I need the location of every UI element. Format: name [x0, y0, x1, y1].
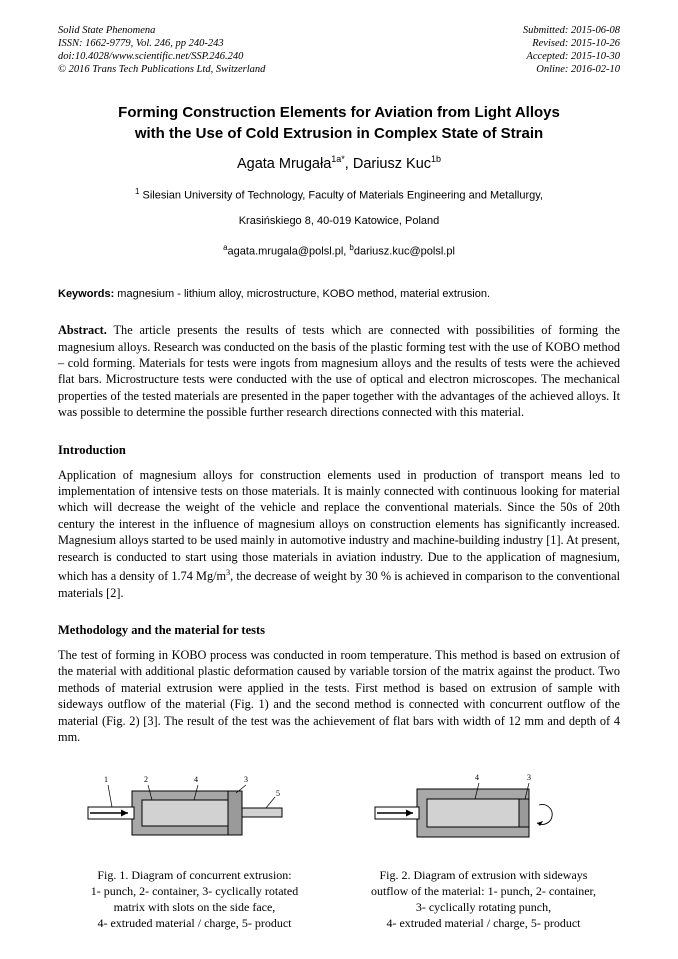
figure-1-label-1: 1 [103, 775, 108, 785]
page-title [58, 102, 620, 144]
figures-row [58, 767, 620, 931]
figure-2-caption-line-1: Fig. 2. Diagram of extrusion with sideways [379, 868, 588, 883]
publication-dates [523, 24, 620, 76]
figure-2-image [347, 767, 620, 859]
date-accepted: Accepted: 2015-10-30 [526, 51, 620, 62]
section-body-introduction [58, 467, 620, 601]
figure-1-caption [58, 867, 331, 931]
figure-2-caption-line-4: 4- extruded material / charge, 5- product [386, 916, 581, 931]
figure-1-caption-line-2: 1- punch, 2- container, 3- cyclically rotated [90, 884, 299, 899]
figure-1-label-5: 5 [275, 789, 280, 799]
intro-superscript: 3 [226, 568, 231, 578]
author-2-sup: 1b [431, 154, 442, 164]
email-b-sup: b [349, 243, 354, 253]
affiliation-emails [58, 240, 620, 260]
figure-1-image [58, 767, 331, 859]
concurrent-extrusion-diagram [70, 767, 320, 859]
date-submitted: Submitted: 2015-06-08 [522, 25, 620, 36]
figure-2-caption-line-2: outflow of the material: 1- punch, 2- container, [370, 884, 597, 899]
keywords-block [58, 288, 620, 300]
figure-2 [347, 767, 620, 931]
author-list [58, 154, 620, 172]
journal-issn: ISSN: 1662-9779, Vol. 246, pp 240-243 [58, 38, 224, 49]
email-a-sup: a [223, 243, 228, 253]
author-2-name: Dariusz Kuc [352, 155, 432, 172]
affiliation-institution: Silesian University of Technology, Faculty of Materials Engineering and Metallurgy, [142, 189, 543, 202]
figure-1-caption-line-4: 4- extruded material / charge, 5- product [97, 916, 292, 931]
affiliation-sup: 1 [135, 186, 140, 196]
title-line-2: with the Use of Cold Extrusion in Complex State of Strain [134, 125, 544, 142]
date-revised: Revised: 2015-10-26 [532, 38, 620, 49]
section-heading-introduction: Introduction [58, 442, 126, 457]
email-2[interactable]: dariusz.kuc@polsl.pl [353, 246, 455, 259]
figure-2-caption [347, 867, 620, 931]
figure-2-caption-line-3: 3- cyclically rotating punch, [415, 900, 552, 915]
figure-1 [58, 767, 331, 931]
keywords-text: magnesium - lithium alloy, microstructure, KOBO method, material extrusion. [114, 288, 491, 301]
abstract-label: Abstract. [58, 323, 107, 338]
author-separator: , [344, 155, 353, 172]
author-1-sup: 1a* [331, 154, 345, 164]
figure-1-label-4: 4 [193, 775, 198, 785]
figure-1-caption-line-3: matrix with slots on the side face, [113, 900, 276, 915]
affiliation-block [58, 184, 620, 260]
journal-doi: doi:10.4028/www.scientific.net/SSP.246.240 [58, 51, 244, 62]
date-online: Online: 2016-02-10 [536, 64, 620, 75]
figure-2-label-4: 4 [474, 773, 479, 783]
intro-part-2: , the decrease of weight by 30 % is achieved in comparison to the conventional materials [2]. [58, 569, 620, 600]
keywords-label: Keywords: [58, 288, 115, 301]
method-part-1: The test of forming in KOBO process was conducted in room temperature. This method is based on extrusion of the material with additional plastic deformation caused by variable torsion of the matrix against the product. Two methods of material extrusion were applied in the tests. First method is based on extrusion of sample with sideways outflow of the material (Fig. 1) and the second method is connected with concurrent outflow of the material (Fig. 2) [3]. The result of the test was the achievement of flat bars with width of 12 mm and depth of 4 mm. [58, 647, 620, 744]
abstract-block [58, 322, 620, 420]
abstract-text: The article presents the results of tests which are connected with possibilities of forming the magnesium alloys. Research was conducted on the basis of the plastic forming test with the use of KOBO method – cold forming. Materials for tests were ingots from magnesium alloys and the results of tests were the achieved flat bars. Microstructure tests were conducted with the use of optical and electron microscopes. The mechanical properties of the tested materials are presented in the paper together with the advantages of the achieved alloys. It was possible to determine the possible further research directions connected with this material. [58, 323, 620, 420]
figure-1-label-2: 2 [143, 775, 148, 785]
journal-copyright: © 2016 Trans Tech Publications Ltd, Switzerland [58, 64, 266, 75]
author-1-name: Agata Mrugała [236, 155, 332, 172]
affiliation-line-2: Krasińskiego 8, 40-019 Katowice, Poland [238, 215, 440, 228]
affiliation-line-1 [58, 184, 620, 204]
figure-1-caption-line-1: Fig. 1. Diagram of concurrent extrusion: [97, 868, 292, 883]
title-line-1: Forming Construction Elements for Aviation from Light Alloys [118, 104, 560, 121]
section-body-methodology [58, 647, 620, 745]
sideways-extrusion-diagram [359, 767, 609, 859]
page-header [58, 24, 620, 76]
journal-info [58, 24, 265, 76]
figure-2-label-3: 3 [526, 773, 531, 783]
figure-1-label-3: 3 [243, 775, 248, 785]
intro-part-1: Application of magnesium alloys for construction elements used in production of transport means led to implementation of intensive tests on those materials. It is mainly connected with continuous looking for material which will decrease the weight of the vehicle and replace the conventional materials. Since the 50s of 20th century the interest in the influence of magnesium alloys on construction elements has significantly increased. Magnesium alloys started to be used mainly in automotive industry and machine-building industry [1]. At present, research is conducted to start using those materials in aviation industry. Due to the application of magnesium, which has a density of 1.74 Mg/m [58, 467, 620, 584]
email-1[interactable]: agata.mrugala@polsl.pl, [227, 246, 350, 259]
section-heading-methodology: Methodology and the material for tests [58, 622, 266, 637]
journal-name: Solid State Phenomena [58, 25, 156, 36]
